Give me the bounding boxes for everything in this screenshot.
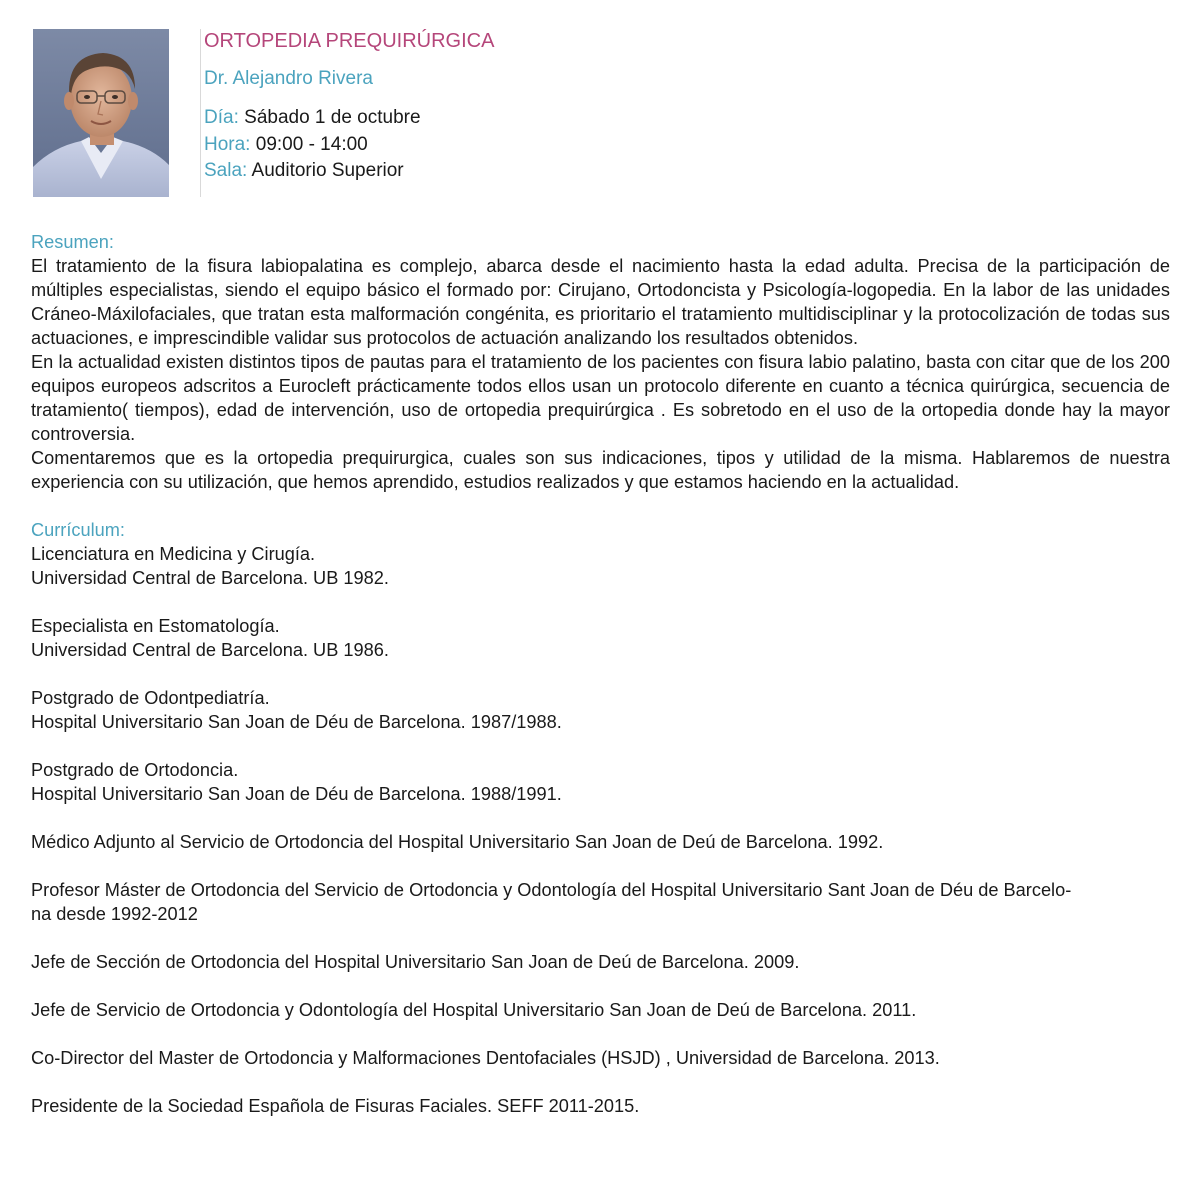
time-row bbox=[204, 132, 904, 159]
resumen-paragraph: Comentaremos que es la ortopedia prequirurgica, cuales son sus indicaciones, tipos y utilidad de la misma. Hablaremos de nuestra experiencia con su utilización, que hemos aprendido, estudios realizados y que estamos haciendo en la actualidad. bbox=[31, 448, 1170, 492]
curriculum-line: Universidad Central de Barcelona. UB 1982. bbox=[31, 568, 389, 588]
curriculum-item bbox=[31, 542, 1170, 590]
curriculum-line: na desde 1992-2012 bbox=[31, 904, 198, 924]
day-row bbox=[204, 105, 904, 132]
session-title: ORTOPEDIA PREQUIRÚRGICA bbox=[204, 30, 495, 52]
resumen-heading: Resumen: bbox=[31, 232, 114, 252]
session-info bbox=[204, 105, 904, 185]
curriculum-item bbox=[31, 686, 1170, 734]
divider-line bbox=[200, 29, 201, 197]
curriculum-list bbox=[31, 542, 1170, 1118]
session-header bbox=[204, 28, 904, 185]
curriculum-heading: Currículum: bbox=[31, 520, 125, 540]
room-label: Sala: bbox=[204, 160, 248, 181]
curriculum-line: Presidente de la Sociedad Española de Fisuras Faciales. SEFF 2011-2015. bbox=[31, 1096, 640, 1116]
time-value: 09:00 - 14:00 bbox=[255, 133, 368, 155]
main-content bbox=[31, 230, 1170, 1142]
curriculum-item bbox=[31, 758, 1170, 806]
curriculum-item bbox=[31, 1046, 1170, 1070]
curriculum-item bbox=[31, 1094, 1170, 1118]
curriculum-line: Profesor Máster de Ortodoncia del Servicio de Ortodoncia y Odontología del Hospital Universitario Sant Joan de Déu de Barcelo- bbox=[31, 880, 1072, 900]
day-value: Sábado 1 de octubre bbox=[244, 107, 421, 128]
curriculum-item bbox=[31, 950, 1170, 974]
curriculum-line: Hospital Universitario San Joan de Déu de Barcelona. 1988/1991. bbox=[31, 784, 562, 804]
time-label: Hora: bbox=[204, 133, 251, 155]
room-value: Auditorio Superior bbox=[251, 160, 404, 181]
curriculum-item bbox=[31, 878, 1170, 926]
speaker-name: Dr. Alejandro Rivera bbox=[204, 68, 373, 89]
curriculum-line: Jefe de Sección de Ortodoncia del Hospital Universitario San Joan de Deú de Barcelona. 2009. bbox=[31, 952, 800, 972]
curriculum-item bbox=[31, 830, 1170, 854]
curriculum-item bbox=[31, 614, 1170, 662]
resumen-paragraph: El tratamiento de la fisura labiopalatina es complejo, abarca desde el nacimiento hasta la edad adulta. Precisa de la participación de múltiples especialistas, siendo el equipo básico el formado por: Cirujano, Ortodoncista y Psicología-logopedia. En la labor de las unidades Cráneo-Máxilofaciales, que tratan esta malformación congénita, es prioritario el tratamiento multidisciplinar y la protocolización de todas sus actuaciones, e imprescindible validar sus protocolos de actuación analizando los resultados obtenidos. bbox=[31, 256, 1170, 348]
speaker-photo bbox=[33, 29, 169, 197]
room-row bbox=[204, 158, 904, 185]
curriculum-line: Hospital Universitario San Joan de Déu de Barcelona. 1987/1988. bbox=[31, 712, 562, 732]
curriculum-line: Licenciatura en Medicina y Cirugía. bbox=[31, 544, 316, 564]
curriculum-line: Postgrado de Odontpediatría. bbox=[31, 688, 270, 708]
curriculum-line: Universidad Central de Barcelona. UB 1986. bbox=[31, 640, 389, 660]
curriculum-line: Especialista en Estomatología. bbox=[31, 616, 280, 636]
curriculum-line: Postgrado de Ortodoncia. bbox=[31, 760, 239, 780]
curriculum-line: Jefe de Servicio de Ortodoncia y Odontología del Hospital Universitario San Joan de Deú de Barcelona. 2011. bbox=[31, 1000, 917, 1020]
resumen-paragraph: En la actualidad existen distintos tipos de pautas para el tratamiento de los pacientes con fisura labio palatino, basta con citar que de los 200 equipos europeos adscritos a Eurocleft prácticamente todos ellos usan un protocolo diferente en cuanto a técnica quirúrgica, secuencia de tratamiento( tiempos), edad de intervención, uso de ortopedia prequirúrgica . Es sobretodo en el uso de la ortopedia donde hay la mayor controversia. bbox=[31, 352, 1170, 444]
curriculum-line: Médico Adjunto al Servicio de Ortodoncia del Hospital Universitario San Joan de Deú de Barcelona. 1992. bbox=[31, 832, 884, 852]
spacer bbox=[31, 494, 1170, 518]
curriculum-item bbox=[31, 998, 1170, 1022]
day-label: Día: bbox=[204, 107, 239, 128]
curriculum-line: Co-Director del Master de Ortodoncia y Malformaciones Dentofaciales (HSJD) , Universidad de Barcelona. 2013. bbox=[31, 1048, 940, 1068]
